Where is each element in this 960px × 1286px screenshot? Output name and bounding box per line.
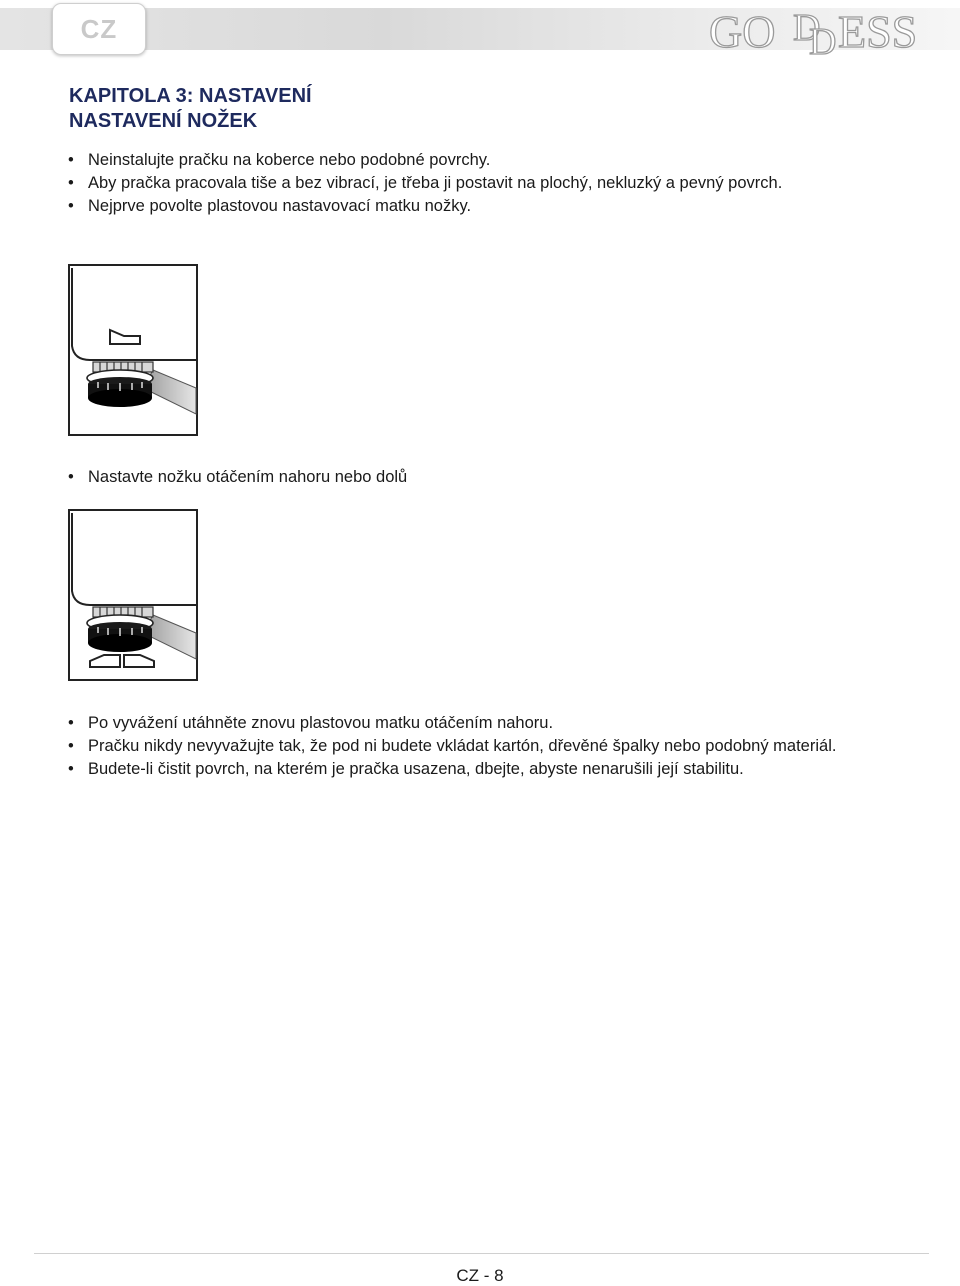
bullet-icon: • bbox=[68, 714, 74, 732]
list-item-text: Budete-li čistit povrch, na kterém je pračka usazena, dbejte, abyste nenarušili její stabilitu. bbox=[88, 760, 744, 778]
bullet-icon: • bbox=[68, 197, 74, 215]
list-item bbox=[66, 758, 886, 781]
bullet-icon: • bbox=[68, 737, 74, 755]
svg-text:D: D bbox=[793, 7, 821, 49]
bullet-list-intro bbox=[66, 149, 886, 218]
list-item bbox=[66, 466, 886, 489]
bullet-icon: • bbox=[68, 151, 74, 169]
section-heading: NASTAVENÍ NOŽEK bbox=[69, 110, 258, 132]
list-item bbox=[66, 712, 886, 735]
list-item-text: Pračku nikdy nevyvažujte tak, že pod ni budete vkládat kartón, dřevěné špalky nebo podobný materiál. bbox=[88, 737, 837, 755]
page-number: CZ - 8 bbox=[456, 1266, 504, 1285]
bullet-icon: • bbox=[68, 174, 74, 192]
svg-text:ESS: ESS bbox=[838, 6, 918, 57]
bullet-list-adjust bbox=[66, 466, 886, 489]
figure-adjust-foot bbox=[68, 509, 200, 683]
list-item bbox=[66, 735, 886, 758]
language-tab: CZ bbox=[52, 3, 146, 55]
brand-logo bbox=[705, 2, 940, 58]
bullet-list-final bbox=[66, 712, 886, 781]
list-item bbox=[66, 149, 886, 172]
list-item-text: Nastavte nožku otáčením nahoru nebo dolů bbox=[88, 468, 408, 486]
svg-text:GO: GO bbox=[709, 6, 776, 57]
footer-divider bbox=[34, 1253, 929, 1254]
bullet-icon: • bbox=[68, 468, 74, 486]
list-item-text: Neinstalujte pračku na koberce nebo podobné povrchy. bbox=[88, 151, 491, 169]
list-item-text: Aby pračka pracovala tiše a bez vibrací, je třeba ji postavit na plochý, nekluzký a pevný povrch. bbox=[88, 174, 783, 192]
list-item-text: Po vyvážení utáhněte znovu plastovou matku otáčením nahoru. bbox=[88, 714, 554, 732]
bullet-icon: • bbox=[68, 760, 74, 778]
list-item-text: Nejprve povolte plastovou nastavovací matku nožky. bbox=[88, 197, 472, 215]
list-item bbox=[66, 172, 886, 195]
chapter-heading: KAPITOLA 3: NASTAVENÍ bbox=[69, 85, 312, 107]
list-item bbox=[66, 195, 886, 218]
svg-text:D: D bbox=[809, 21, 837, 58]
chapter-title bbox=[69, 84, 312, 134]
figure-loosen-nut bbox=[68, 264, 200, 438]
